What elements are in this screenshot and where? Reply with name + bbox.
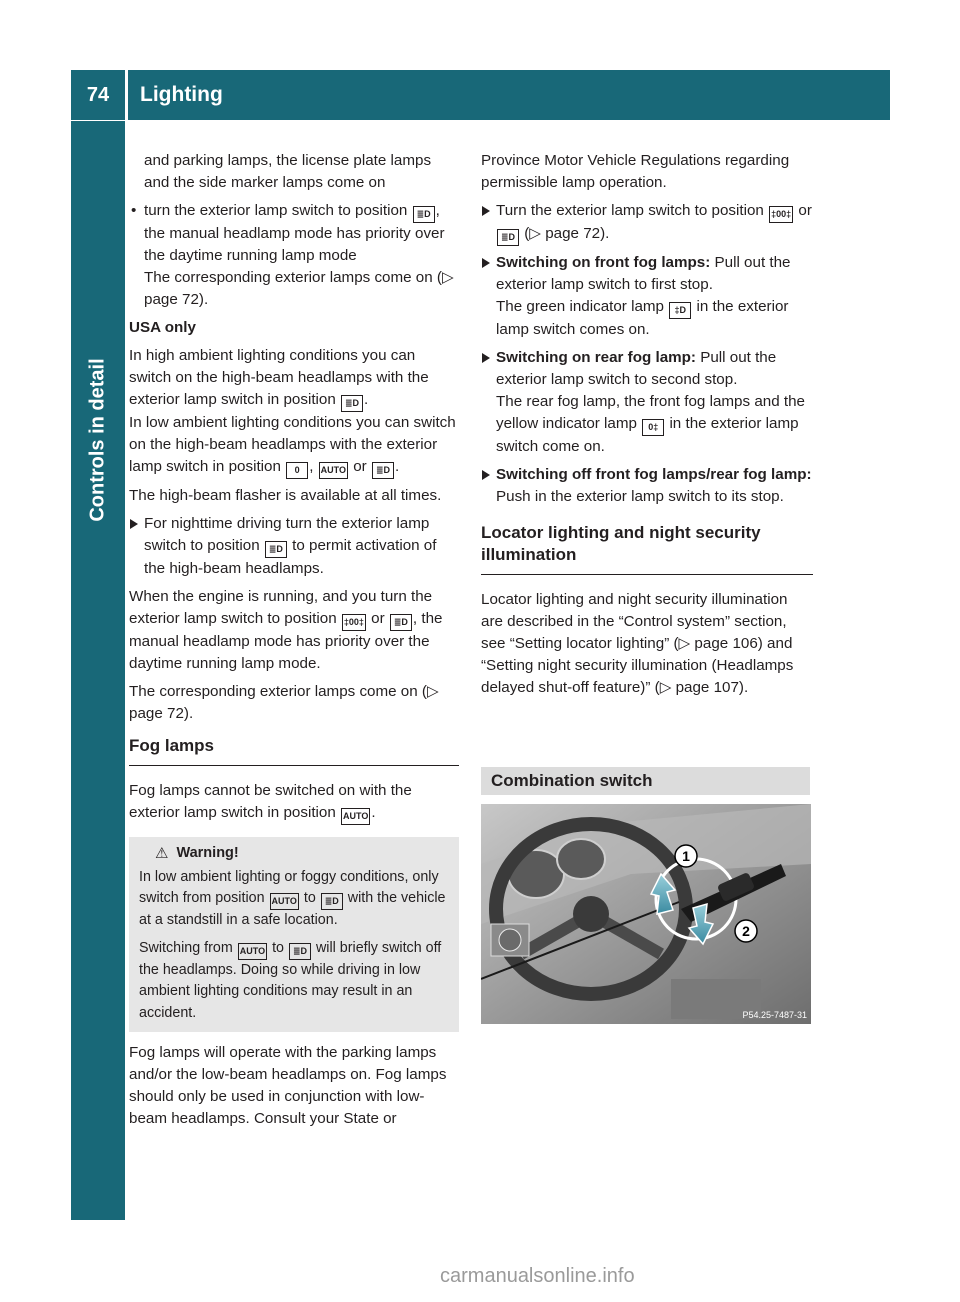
- text: or: [798, 202, 812, 219]
- callout-2-label: 2: [742, 923, 750, 939]
- text: , the manual headlamp mode has priority over the daytime running lamp mode.: [129, 610, 443, 672]
- lowbeam-icon: ≣D: [390, 614, 412, 631]
- page-number: 74: [71, 70, 125, 120]
- text: Switching from: [139, 939, 233, 956]
- text: (▷ page 72).: [524, 225, 610, 242]
- paragraph: [129, 586, 459, 675]
- text: Pull out the exterior lamp switch to second stop.: [496, 349, 777, 388]
- lowbeam-icon: ≣D: [289, 943, 311, 960]
- text: to permit activation of the high-beam headlamps.: [144, 537, 437, 577]
- text: .: [394, 458, 400, 475]
- paragraph: [129, 780, 459, 825]
- combination-switch-heading: [481, 767, 810, 795]
- text: will briefly switch off the headlamps. Doing so while driving in low ambient lighting conditions may result in an accident.: [139, 939, 442, 1021]
- auto-icon: AUTO: [238, 943, 267, 960]
- text: .: [371, 804, 376, 821]
- lowbeam-icon: ≣D: [321, 893, 343, 910]
- parking-lamp-icon: ‡00‡: [342, 614, 366, 631]
- text: [496, 391, 813, 458]
- steering-hub: [573, 896, 609, 932]
- text: Switching on rear fog lamp:: [496, 349, 696, 366]
- text: to: [303, 890, 316, 906]
- text: or: [353, 458, 367, 475]
- chapter-title: Lighting: [140, 83, 223, 106]
- front-fog-icon: ‡D: [669, 302, 691, 319]
- lowbeam-icon: ≣D: [341, 395, 363, 412]
- text: When the engine is running, and you turn the exterior lamp switch to position: [129, 588, 433, 627]
- text: The green indicator lamp: [496, 298, 664, 315]
- text: Switching on front fog lamps:: [496, 254, 711, 271]
- text: with the vehicle at a standstill in a safe location.: [139, 890, 446, 928]
- paragraph: Locator lighting and night security illumination are described in the “Control system” section, see “Setting locator lighting” (▷ page 106) and “Setting night security illumination (Headlamps delayed shut-off feature)” (▷ page 107).: [481, 591, 794, 696]
- text: [496, 296, 813, 341]
- combination-switch-photo: [481, 804, 811, 1024]
- warning-triangle-icon: ⚠: [155, 845, 169, 862]
- warning-box: [129, 837, 459, 1032]
- header-divider: [125, 70, 128, 120]
- text: The rear fog lamp, the front fog lamps and the yellow indicator lamp: [496, 393, 805, 432]
- warning-title: [139, 843, 449, 865]
- text: Push in the exterior lamp switch to its stop.: [496, 488, 784, 505]
- instruction-step: [481, 347, 813, 458]
- text: In low ambient lighting conditions you can switch on the high-beam headlamps with the exterior lamp switch in position: [129, 414, 456, 475]
- text: ,: [309, 458, 314, 475]
- text: , the manual headlamp mode has priority over the daytime running lamp mode: [144, 202, 445, 264]
- text: In high ambient lighting conditions you can switch on the high-beam headlamps with the exterior lamp switch in position: [129, 347, 429, 408]
- right-column: [481, 150, 813, 705]
- text: Pull out the exterior lamp switch to first stop.: [496, 254, 791, 293]
- text: to: [272, 939, 285, 956]
- lowbeam-icon: ≣D: [265, 541, 287, 558]
- text: .: [364, 391, 369, 408]
- lowbeam-icon: ≣D: [413, 206, 435, 223]
- text: Turn the exterior lamp switch to position: [496, 202, 764, 219]
- text: For nighttime driving turn the exterior lamp switch to position: [144, 515, 430, 554]
- fog-lamps-heading: Fog lamps: [129, 735, 459, 766]
- warning-text: [139, 867, 449, 932]
- text: turn the exterior lamp switch to position: [144, 202, 408, 219]
- instruction-step: [481, 252, 813, 341]
- auto-icon: AUTO: [270, 893, 299, 910]
- side-tab-label: Controls in detail: [86, 358, 109, 522]
- instruction-step: [481, 200, 813, 246]
- usa-heading: USA only: [129, 319, 196, 336]
- paragraph: and parking lamps, the license plate lamps and the side marker lamps come on: [144, 152, 432, 191]
- instruction-step: [481, 464, 813, 508]
- light-switch-knob: [499, 929, 521, 951]
- gauge-right: [557, 839, 605, 879]
- lowbeam-icon: ≣D: [372, 462, 394, 479]
- paragraph: [129, 345, 459, 412]
- callout-1-label: 1: [682, 848, 690, 864]
- text: The corresponding exterior lamps come on (▷ page 72).: [144, 269, 454, 308]
- photo-code: P54.25-7487-31: [742, 1010, 807, 1020]
- text: Warning!: [176, 845, 239, 861]
- auto-icon: AUTO: [319, 462, 348, 479]
- side-tab: [71, 121, 125, 1220]
- rear-fog-icon: 0‡: [642, 419, 664, 436]
- paragraph: Province Motor Vehicle Regulations regarding permissible lamp operation.: [481, 152, 790, 191]
- parking-lamp-icon: ‡00‡: [769, 206, 793, 223]
- standing-lamp-icon: 0: [286, 462, 308, 479]
- footer-watermark: carmanualsonline.info: [440, 1265, 635, 1287]
- paragraph: The corresponding exterior lamps come on (▷ page 72).: [129, 683, 439, 722]
- auto-icon: AUTO: [341, 808, 370, 825]
- locator-heading: Locator lighting and night security illumination: [481, 522, 813, 575]
- paragraph: The high-beam flasher is available at all times.: [129, 487, 442, 504]
- bullet-item: [129, 200, 459, 311]
- text: Switching off front fog lamps/rear fog lamp:: [496, 466, 812, 483]
- text: Combination switch: [491, 771, 653, 790]
- text: in the exterior lamp switch come on.: [496, 415, 799, 455]
- left-column: [129, 150, 459, 1136]
- instruction-step: [129, 513, 459, 580]
- text: In low ambient lighting or foggy conditions, only switch from position: [139, 868, 439, 906]
- text: in the exterior lamp switch comes on.: [496, 298, 789, 338]
- paragraph: [129, 412, 459, 479]
- lowbeam-icon: ≣D: [497, 229, 519, 246]
- warning-text: [139, 938, 449, 1025]
- text: Fog lamps cannot be switched on with the exterior lamp switch in position: [129, 782, 412, 821]
- text: or: [371, 610, 385, 627]
- paragraph: Fog lamps will operate with the parking lamps and/or the low-beam headlamps on. Fog lamps should only be used in conjunction with low-beam headlamps. Consult your State or: [129, 1044, 447, 1127]
